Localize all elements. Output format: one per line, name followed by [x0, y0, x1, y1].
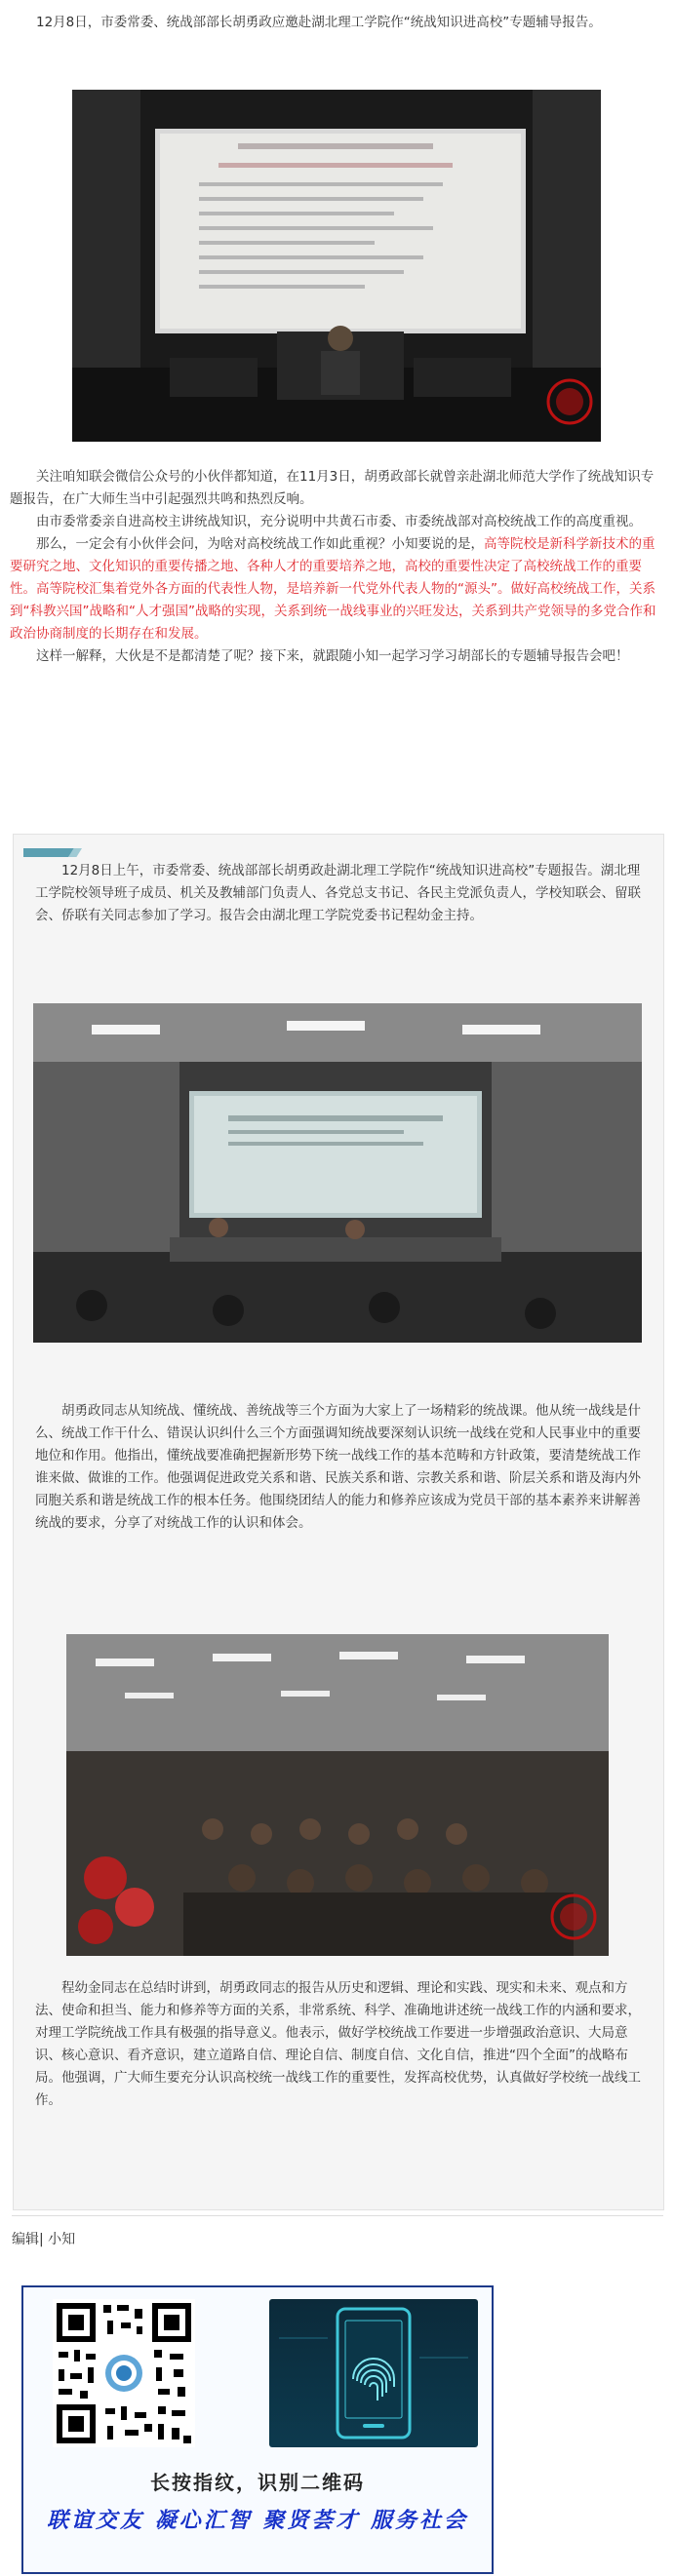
qr-code[interactable]: [53, 2299, 195, 2447]
box-paragraph-1: 12月8日上午，市委常委、统战部部长胡勇政赴湖北理工学院作“统战知识进高校”专题报告。湖北理工学院校领导班子成员、机关及教辅部门负责人、各党总支书记、各民主党派负责人，学校知联会、留联会、侨联有关同志参加了学习。报告会由湖北理工学院党委书记程幼金主持。: [35, 863, 641, 923]
box-tag-decoration: [23, 848, 76, 857]
scan-hint: 长按指纹，识别二维码: [150, 2471, 365, 2494]
intro-paragraph-3: 由市委常委亲自进高校主讲统战知识，充分说明中共黄石市委、市委统战部对高校统战工作的高度重视。: [36, 514, 642, 529]
intro-paragraph-4: [10, 533, 665, 645]
box-text-2: [35, 1400, 642, 1535]
fingerprint-icon[interactable]: [269, 2299, 478, 2447]
intro-paragraph-4-plain: 那么，一定会有小伙伴会问，为啥对高校统战工作如此重视？小知要说的是，: [36, 536, 484, 552]
qr-code-image: [53, 2299, 195, 2447]
intro-paragraph-4-highlight: 高等院校是新科学新技术的重要研究之地、文化知识的重要传播之地、各种人才的重要培养之地，高校的重要性决定了高校统战工作的重要性。高等院校汇集着党外各方面的代表性人物，是培养新一代党外代表人物的“源头”。做好高校统战工作，关系到“科教兴国”战略和“人才强国”战略的实现，关系到统一战线事业的兴旺发达，关系到共产党领导的多党合作和政治协商制度的长期存在和发展。: [10, 536, 656, 642]
report-box: [13, 834, 664, 2210]
editor-credit: 编辑| 小知: [12, 2232, 76, 2247]
box-text-1: [35, 860, 642, 927]
box-text-3: [35, 1977, 642, 2112]
intro-paragraph-1: 12月8日，市委常委、统战部部长胡勇政应邀赴湖北理工学院作“统战知识进高校”专题辅导报告。: [36, 15, 602, 30]
intro-section: [10, 12, 665, 34]
fingerprint-graphic: [269, 2299, 478, 2447]
intro-paragraph-5: 这样一解释，大伙是不是都清楚了呢？接下来，就跟随小知一起学习学习胡部长的专题辅导报告会吧！: [36, 648, 629, 664]
photo-audience-image: [66, 1634, 609, 1956]
photo-audience: [66, 1634, 609, 1956]
qr-banner: [21, 2285, 494, 2574]
intro-section-2: [10, 466, 665, 668]
box-paragraph-2: 胡勇政同志从知统战、懂统战、善统战等三个方面为大家上了一场精彩的统战课。他从统一战线是什么、统战工作干什么、错误认识纠什么三个方面强调知统战要深刻认识统一战线在党和人民事业中的重要地位和作用。他指出，懂统战要准确把握新形势下统一战线工作的基本范畴和方针政策，要清楚统战工作谁来做、做谁的工作。他强调促进政党关系和谐、民族关系和谐、宗教关系和谐、阶层关系和谐及海内外同胞关系和谐是统战工作的根本任务。他围绕团结人的能力和修养应该成为党员干部的基本素养来讲解善统战的要求，分享了对统战工作的认识和体会。: [35, 1403, 641, 1531]
box-paragraph-3: 程幼金同志在总结时讲到，胡勇政同志的报告从历史和逻辑、理论和实践、现实和未来、观点和方法、使命和担当、能力和修养等方面的关系，非常系统、科学、准确地讲述统一战线工作的内涵和要求，对理工学院统战工作具有极强的指导意义。他表示，做好学校统战工作要进一步增强政治意识、大局意识、核心意识、看齐意识，建立道路自信、理论自信、制度自信、文化自信，推进“四个全面”的战略布局。他强调，广大师生要充分认识高校统一战线工作的重要性，发挥高校优势，认真做好学校统一战线工作。: [35, 1980, 641, 2108]
photo-hall-stage-image: [33, 1003, 642, 1343]
slogan: 联谊交友 凝心汇智 聚贤荟才 服务社会: [47, 2508, 468, 2533]
intro-paragraph-2: 关注咱知联会微信公众号的小伙伴都知道，在11月3日，胡勇政部长就曾亲赴湖北师范大学作了统战知识专题报告，在广大师生当中引起强烈共鸣和热烈反响。: [10, 469, 655, 507]
photo-lecture-slide-image: [72, 90, 601, 442]
divider: [12, 2215, 663, 2216]
photo-lecture-slide: [72, 90, 601, 442]
photo-hall-stage: [33, 1003, 642, 1343]
